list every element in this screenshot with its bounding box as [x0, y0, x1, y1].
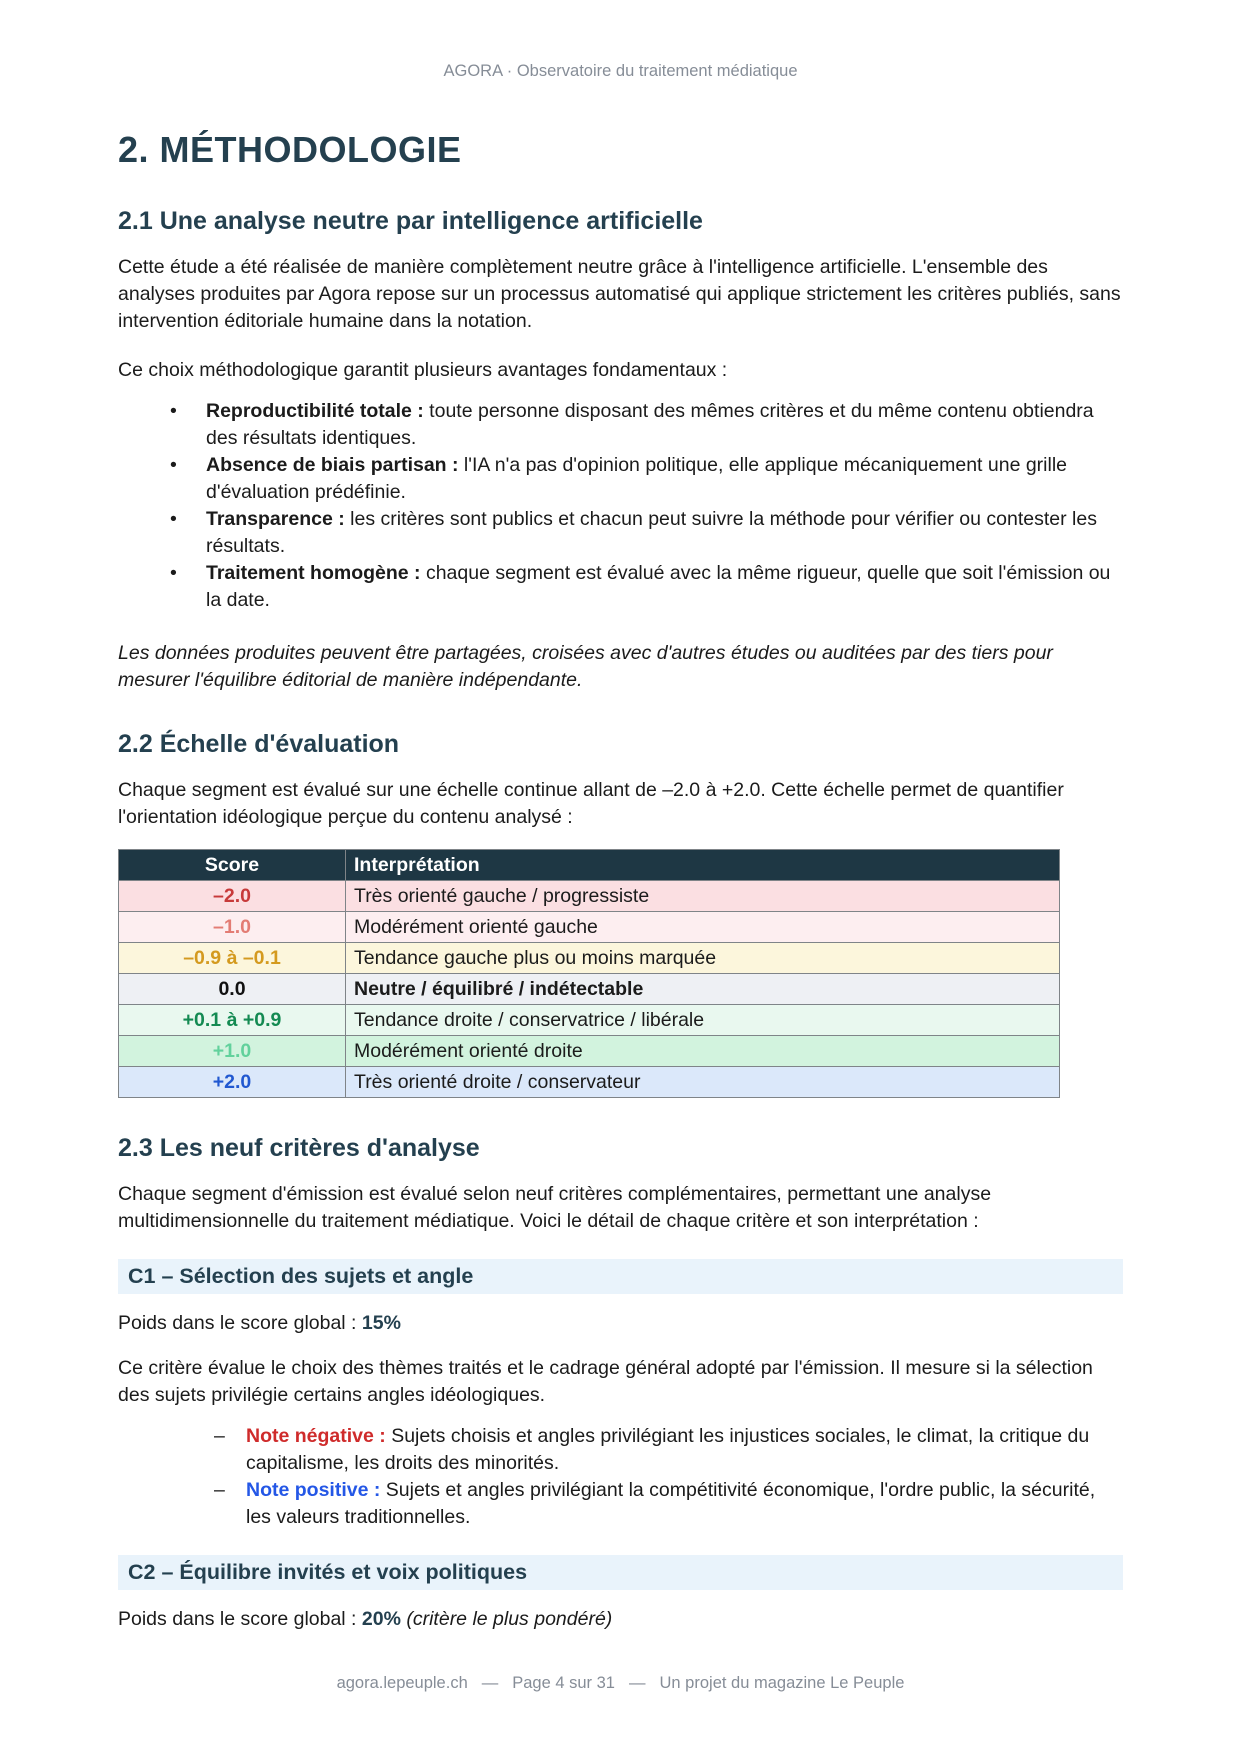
table-row [119, 1036, 1060, 1067]
table-row [119, 912, 1060, 943]
interpretation-cell: Très orienté droite / conservateur [346, 1067, 1060, 1098]
table-row [119, 974, 1060, 1005]
weight-label: Poids dans le score global : [118, 1608, 362, 1630]
note-item-negative [228, 1423, 1123, 1477]
weight-label: Poids dans le score global : [118, 1312, 362, 1334]
footer-separator: — [481, 1674, 499, 1692]
note-item-positive [228, 1477, 1123, 1531]
weight-value: 15% [361, 1312, 401, 1334]
interpretation-cell: Modérément orienté droite [346, 1036, 1060, 1067]
weight-value: 20% [361, 1608, 401, 1630]
score-cell: +2.0 [119, 1067, 346, 1098]
note-positive-label: Note positive : [246, 1479, 381, 1501]
section-heading-2-3: 2.3 Les neuf critères d'analyse [118, 1134, 480, 1162]
bullet-term: Reproductibilité totale : [206, 400, 424, 422]
score-cell: –2.0 [119, 881, 346, 912]
column-header-interpretation: Interprétation [346, 850, 1060, 881]
section-heading-2-1: 2.1 Une analyse neutre par intelligence artificielle [118, 207, 703, 235]
bullet-text: toute personne disposant des mêmes critères et du même contenu obtiendra des résultats identiques. [206, 400, 1094, 449]
score-cell: +1.0 [119, 1036, 346, 1067]
bullet-text: chaque segment est évalué avec la même rigueur, quelle que soit l'émission ou la date. [206, 562, 1111, 611]
criterion-c2-heading: C2 – Équilibre invités et voix politiques [118, 1555, 1123, 1590]
note-negative-label: Note négative : [246, 1425, 386, 1447]
criterion-c1-heading: C1 – Sélection des sujets et angle [118, 1259, 1123, 1294]
table-row [119, 1005, 1060, 1036]
interpretation-cell: Neutre / équilibré / indétectable [346, 974, 1060, 1005]
evaluation-scale-table [118, 849, 1060, 1098]
interpretation-cell: Tendance gauche plus ou moins marquée [346, 943, 1060, 974]
page-title: 2. MÉTHODOLOGIE [118, 129, 462, 170]
interpretation-cell: Très orienté gauche / progressiste [346, 881, 1060, 912]
footer-separator: — [629, 1674, 646, 1692]
column-header-score: Score [119, 850, 346, 881]
italic-note: Les données produites peuvent être partagées, croisées avec d'autres études ou auditées par des tiers pour mesurer l'équilibre éditorial de manière indépendante. [118, 642, 1053, 691]
bullet-item-traitement-homogene [188, 560, 1123, 614]
interpretation-cell: Tendance droite / conservatrice / libérale [346, 1005, 1060, 1036]
score-cell: 0.0 [119, 974, 346, 1005]
criterion-c1-description: Ce critère évalue le choix des thèmes traités et le cadrage général adopté par l'émission. Il mesure si la sélection des sujets privilégie certains angles idéologiques. [118, 1357, 1093, 1406]
table-row [119, 881, 1060, 912]
bullet-text: les critères sont publics et chacun peut suivre la méthode pour vérifier ou contester les résultats. [206, 508, 1097, 557]
bullet-term: Transparence : [206, 508, 345, 530]
bullet-item-reproductibilite [188, 398, 1123, 452]
document-footer [0, 1674, 1241, 1693]
header-text: AGORA · Observatoire du traitement médiatique [443, 62, 798, 80]
footer-project: Un projet du magazine Le Peuple [659, 1674, 905, 1692]
table-row [119, 943, 1060, 974]
criterion-c2-weight-line [118, 1606, 1123, 1633]
note-text: Sujets et angles privilégiant la compétitivité économique, l'ordre public, la sécurité, les valeurs traditionnelles. [246, 1479, 1096, 1528]
score-cell: –0.9 à –0.1 [119, 943, 346, 974]
section-heading-2-2: 2.2 Échelle d'évaluation [118, 730, 400, 758]
criteria-intro: Chaque segment d'émission est évalué selon neuf critères complémentaires, permettant une analyse multidimensionnelle du traitement médiatique. Voici le détail de chaque critère et son interprétation : [118, 1183, 992, 1232]
score-cell: +0.1 à +0.9 [119, 1005, 346, 1036]
bullet-item-transparence [188, 506, 1123, 560]
footer-page-info: Page 4 sur 31 [512, 1674, 615, 1692]
table-row [119, 1067, 1060, 1098]
page-content [0, 129, 1241, 1633]
paragraph-advantages-lead: Ce choix méthodologique garantit plusieurs avantages fondamentaux : [118, 359, 728, 381]
table-header-row [119, 850, 1060, 881]
score-cell: –1.0 [119, 912, 346, 943]
scale-intro: Chaque segment est évalué sur une échelle continue allant de –2.0 à +2.0. Cette échelle permet de quantifier l'orientation idéologique perçue du contenu analysé : [118, 779, 1064, 828]
criterion-c1-weight-line [118, 1310, 1123, 1337]
bullet-term: Absence de biais partisan : [206, 454, 459, 476]
note-text: Sujets choisis et angles privilégiant les injustices sociales, le climat, la critique du capitalisme, les droits des minorités. [246, 1425, 1090, 1474]
bullet-item-absence-biais [188, 452, 1123, 506]
weight-suffix: (critère le plus pondéré) [400, 1608, 613, 1630]
interpretation-cell: Modérément orienté gauche [346, 912, 1060, 943]
advantages-bullet-list [118, 398, 1123, 614]
document-header [0, 0, 1241, 81]
bullet-text: l'IA n'a pas d'opinion politique, elle applique mécaniquement une grille d'évaluation prédéfinie. [206, 454, 1068, 503]
footer-site: agora.lepeuple.ch [336, 1674, 468, 1692]
bullet-term: Traitement homogène : [206, 562, 421, 584]
paragraph-intro-ai: Cette étude a été réalisée de manière complètement neutre grâce à l'intelligence artificielle. L'ensemble des analyses produites par Agora repose sur un processus automatisé qui applique strictement les critères publiés, sans intervention éditoriale humaine dans la notation. [118, 256, 1121, 332]
criterion-c1-note-list [118, 1423, 1123, 1531]
